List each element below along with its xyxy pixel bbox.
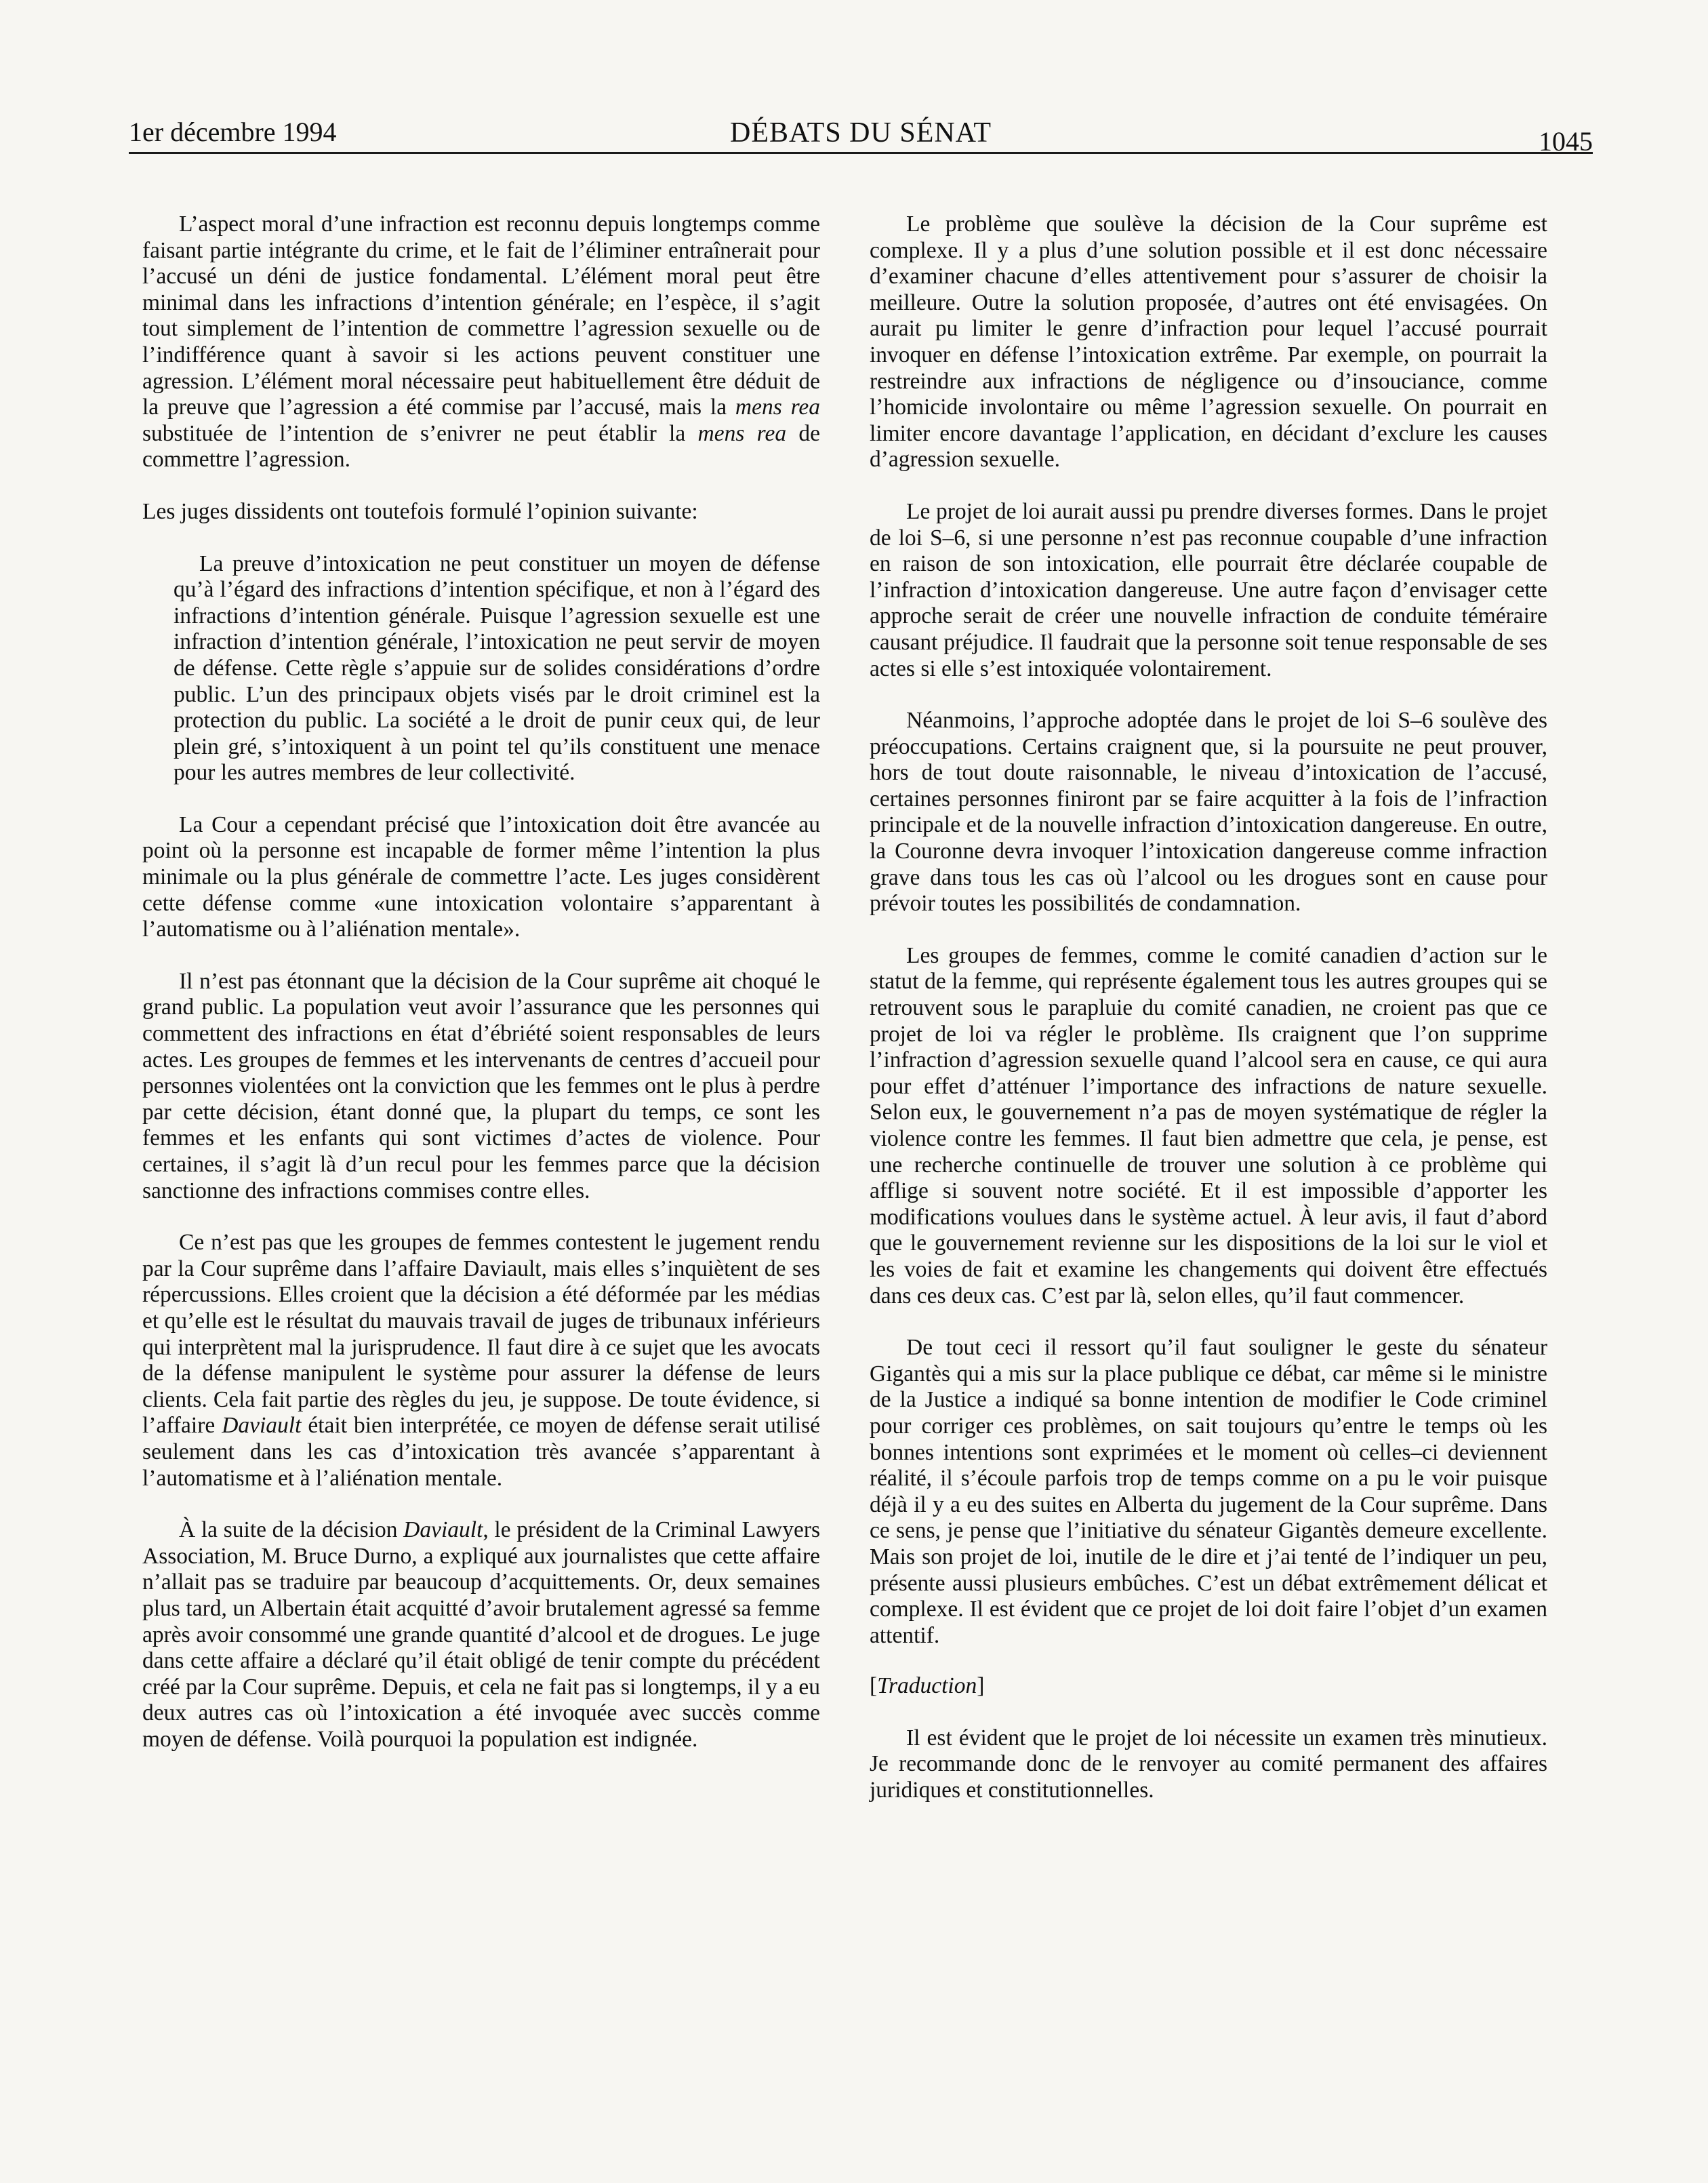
- paragraph: L’aspect moral d’une infraction est reconnu depuis longtemps comme faisant partie intégrante du crime, et le fait de l’éliminer entraînerait pour l’accusé un déni de justice fondamental. L’élément moral peut être minimal dans les infractions d’intention générale; en l’espèce, il s’agit tout simplement de l’intention de commettre l’agression sexuelle ou de l’indifférence quant à savoir si les actions peuvent constituer une agression. L’élément moral nécessaire peut habituellement être déduit de la preuve que l’agression a été commise par l’accusé, mais la mens rea substituée de l’intention de s’enivrer ne peut établir la mens rea de commettre l’agression.: [142, 212, 821, 473]
- paragraph: Le problème que soulève la décision de la Cour suprême est complexe. Il y a plus d’une solution possible et il est donc nécessaire d’examiner chacune d’elles attentivement pour s’assurer de choisir la meilleure. Outre la solution proposée, d’autres ont été envisagées. On aurait pu limiter le genre d’infraction pour lequel l’accusé pourrait invoquer en défense l’intoxication extrême. Par exemple, on pourrait la restreindre aux infractions de négligence ou d’insouciance, comme l’homicide involontaire ou même l’agression sexuelle. On pourrait en limiter encore davantage l’application, en décidant d’exclure les causes d’agression sexuelle.: [870, 212, 1547, 473]
- right-column: [870, 212, 1547, 1804]
- paragraph: Il est évident que le projet de loi nécessite un examen très minutieux. Je recommande donc de le renvoyer au comité permanent des affaires juridiques et constitutionnelles.: [870, 1725, 1547, 1803]
- paragraph: À la suite de la décision Daviault, le président de la Criminal Lawyers Association, M. Bruce Durno, a expliqué aux journalistes que cette affaire n’allait pas se traduire par beaucoup d’acquittements. Or, deux semaines plus tard, un Albertain était acquitté d’avoir brutalement agressé sa femme après avoir consommé une grande quantité d’alcool et de drogues. Le juge dans cette affaire a déclaré qu’il était obligé de tenir compte du précédent créé par la Cour suprême. Depuis, et cela ne fait pas si longtemps, il y a eu deux autres cas où l’intoxication a été invoquée avec succès comme moyen de défense. Voilà pourquoi la population est indignée.: [142, 1517, 821, 1752]
- paragraph: La Cour a cependant précisé que l’intoxication doit être avancée au point où la personne est incapable de former même l’intention la plus minimale ou la plus générale de commettre l’acte. Les juges considèrent cette défense comme «une intoxication volontaire s’apparentant à l’automatisme ou à l’aliénation mentale».: [142, 812, 820, 942]
- page-number: 1045: [1539, 126, 1593, 157]
- page-header: [129, 114, 1593, 157]
- paragraph: Les juges dissidents ont toutefois formulé l’opinion suivante:: [142, 498, 698, 524]
- italic-term: Daviault: [222, 1413, 302, 1439]
- translation-note: [Traduction]: [870, 1673, 985, 1699]
- italic-term: mens rea: [735, 395, 821, 420]
- paragraph: Le projet de loi aurait aussi pu prendre diverses formes. Dans le projet de loi S–6, si une personne n’est pas reconnue coupable d’une infraction en raison de son intoxication, elle pourrait être déclarée coupable de l’infraction d’intoxication dangereuse. Une autre façon d’envisager cette approche serait de créer une nouvelle infraction de conduite téméraire causant préjudice. Il faudrait que la personne soit tenue responsable de ses actes si elle s’est intoxiquée volontairement.: [870, 498, 1547, 681]
- paragraph: Ce n’est pas que les groupes de femmes contestent le jugement rendu par la Cour suprême dans l’affaire Daviault, mais elles s’inquiètent de ses répercussions. Elles croient que la décision a été déformée par les médias et qu’elle est le résultat du mauvais travail de juges de tribunaux inférieurs qui interprètent mal la jurisprudence. Il faut dire à ce sujet que les avocats de la défense manipulent le système pour assurer la défense de leurs clients. Cela fait partie des règles du jeu, je suppose. De toute évidence, si l’affaire Daviault était bien interprétée, ce moyen de défense serait utilisé seulement dans les cas d’intoxication très avancée s’apparentant à l’automatisme et à l’aliénation mentale.: [142, 1230, 821, 1491]
- paragraph: Néanmoins, l’approche adoptée dans le projet de loi S–6 soulève des préoccupations. Certains craignent que, si la poursuite ne peut prouver, hors de tout doute raisonnable, le niveau d’intoxication de l’accusé, certaines personnes finiront par se faire acquitter à la fois de l’infraction principale et de la nouvelle infraction d’intoxication dangereuse. En outre, la Couronne devra invoquer l’intoxication dangereuse comme infraction grave dans tous les cas où l’alcool ou les drogues sont en cause pour prévoir toutes les possibilités de condamnation.: [870, 708, 1547, 917]
- block-quote: La preuve d’intoxication ne peut constituer un moyen de défense qu’à l’égard des infractions d’intention spécifique, et non à l’égard des infractions d’intention générale. Puisque l’agression sexuelle est une infraction d’intention générale, l’intoxication ne peut servir de moyen de défense. Cette règle s’appuie sur de solides considérations d’ordre public. L’un des principaux objets visés par le droit criminel est la protection du public. La société a le droit de punir ceux qui, de leur plein gré, s’intoxiquent à un point tel qu’ils constituent une menace pour les autres membres de leur collectivité.: [174, 550, 820, 786]
- header-date: 1er décembre 1994: [129, 117, 337, 147]
- italic-term: Daviault: [403, 1517, 483, 1543]
- paragraph: Les groupes de femmes, comme le comité canadien d’action sur le statut de la femme, qui représente également tous les autres groupes qui se retrouvent sous le parapluie du comité canadien, ne croient pas que ce projet de loi va régler le problème. Ils craignent que l’on supprime l’infraction d’agression sexuelle quand l’alcool sera en cause, ce qui aura pour effet d’atténuer l’importance des infractions de nature sexuelle. Selon eux, le gouvernement n’a pas de moyen systématique de régler la violence contre les femmes. Il faut bien admettre que cela, je pense, est une recherche continuelle de trouver une solution à ce problème qui afflige si souvent notre société. Et il est impossible d’apporter les modifications voulues dans le système actuel. À leur avis, il faut d’abord que le gouvernement revienne sur les dispositions de la loi sur le viol et les voies de fait et examine les changements qui doivent être effectués dans ces deux cas. C’est par là, selon elles, qu’il faut commencer.: [870, 942, 1547, 1308]
- header-title: DÉBATS DU SÉNAT: [729, 117, 992, 148]
- paragraph: Il n’est pas étonnant que la décision de la Cour suprême ait choqué le grand public. La population veut avoir l’assurance que les personnes qui commettent des infractions en état d’ébriété soient responsables de leurs actes. Les groupes de femmes et les intervenants de centres d’accueil pour personnes violentées ont la conviction que les femmes ont le plus à perdre par cette décision, étant donné que, la plupart du temps, ce sont les femmes et les enfants qui sont victimes d’actes de violence. Pour certaines, il s’agit là d’un recul pour les femmes parce que la décision sanctionne des infractions commises contre elles.: [142, 968, 820, 1203]
- left-column: [142, 212, 820, 1753]
- paragraph: De tout ceci il ressort qu’il faut souligner le geste du sénateur Gigantès qui a mis sur la place publique ce débat, car même si le ministre de la Justice a indiqué sa bonne intention de modifier le Code criminel pour corriger ces problèmes, on sait toujours qu’entre le temps où les bonnes intentions sont exprimées et le moment où celles–ci deviennent réalité, il s’écoule parfois trop de temps comme on a pu le voir puisque déjà il y a eu des suites en Alberta du jugement de la Cour suprême. Dans ce sens, je pense que l’initiative du sénateur Gigantès demeure excellente. Mais son projet de loi, inutile de le dire et j’ai tenté de l’indiquer un peu, présente aussi plusieurs embûches. C’est un débat extrêmement délicat et complexe. Il est évident que ce projet de loi doit faire l’objet d’un examen attentif.: [870, 1335, 1547, 1648]
- italic-term: mens rea: [697, 420, 787, 446]
